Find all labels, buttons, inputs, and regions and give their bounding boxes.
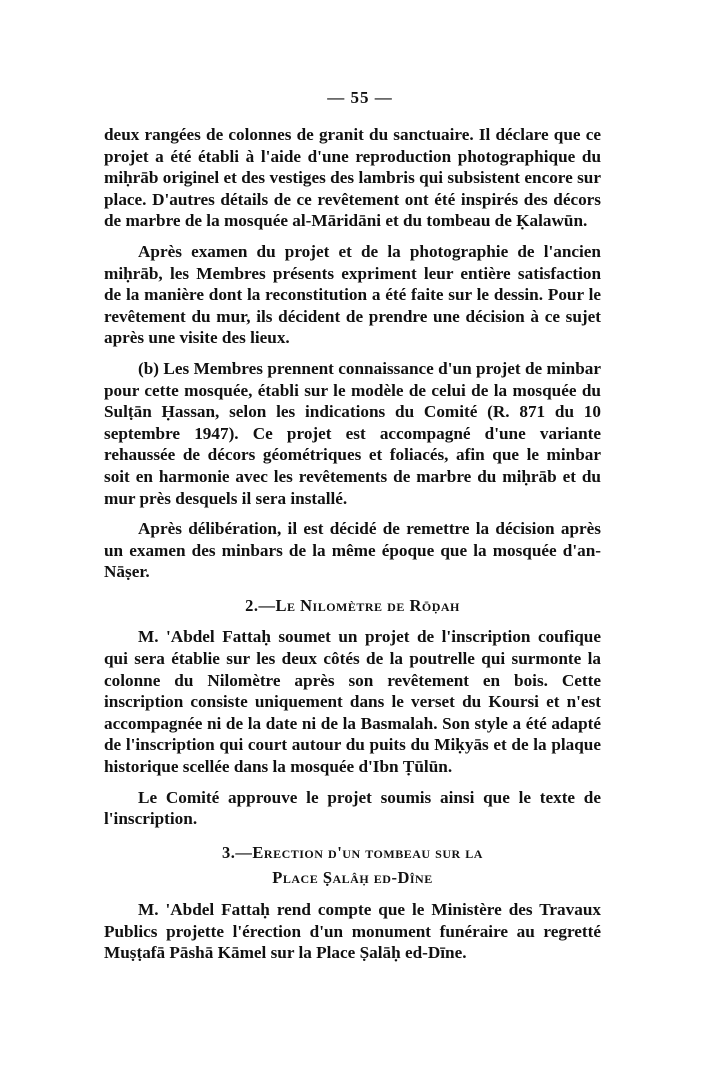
paragraph-1: deux rangées de colonnes de granit du sanctuaire. Il déclare que ce projet a été établi à l'aide d'une reproduction photographique du miḥrāb originel et des vestiges des lambris qui subsistent encore sur place. D'autres détails de ce revêtement ont été inspirés des décors de marbre de la mosquée al-Māridāni et du tombeau de Ḳalawūn. xyxy=(104,125,601,231)
paragraph-5: M. 'Abdel Fattaḥ soumet un projet de l'inscription coufique qui sera établie sur les deux côtés de la poutrelle qui surmonte la colonne du Nilomètre après son revêtement en bois. Cette inscription consiste uniquement dans le verset du Koursi et n'est accompagnée ni de la date ni de la Basmalah. Son style a été adapté de l'inscription qui court autour du puits du Miḳyās et de la plaque historique scellée dans la mosquée d'Ibn Ṭūlūn. xyxy=(104,627,601,777)
paragraph-7: M. 'Abdel Fattaḥ rend compte que le Ministère des Travaux Publics projette l'érection d'un monument funéraire au regretté Muṣṭafā Pāshā Kāmel sur la Place Ṣalāḥ ed-Dīne. xyxy=(104,900,601,963)
page-number: — 55 — xyxy=(327,88,393,107)
paragraph-6: Le Comité approuve le projet soumis ainsi que le texte de l'inscription. xyxy=(104,787,601,829)
section-heading-3-line-2: Place Ṣalâḥ ed-Dîne xyxy=(272,868,433,888)
body-text xyxy=(104,124,601,973)
paragraph-4: Après délibération, il est décidé de remettre la décision après un examen des minbars de la même époque que la mosquée d'an-Nāṣer. xyxy=(104,519,601,582)
section-heading-2: 2.—Le Nilomètre de Rōḍah xyxy=(245,595,460,615)
paragraph-2: Après examen du projet et de la photographie de l'ancien miḥrāb, les Membres présents expriment leur entière satisfaction de la manière dont la reconstitution a été faite sur le dessin. Pour le revêtement du mur, ils décident de prendre une décision à ce sujet après une visite des lieux. xyxy=(104,241,601,348)
paragraph-3: (b) Les Membres prennent connaissance d'un projet de minbar pour cette mosquée, établi sur le modèle de celui de la mosquée du Sulṭān Ḥassan, selon les indications du Comité (R. 871 du 10 septembre 1947). Ce projet est accompagné d'une variante rehaussée de décors géométriques et foliacés, afin que le minbar soit en harmonie avec les revêtements de marbre du miḥrāb et du mur près desquels il sera installé. xyxy=(104,358,601,508)
section-heading-3-line-1: 3.—Erection d'un tombeau sur la xyxy=(222,842,483,862)
